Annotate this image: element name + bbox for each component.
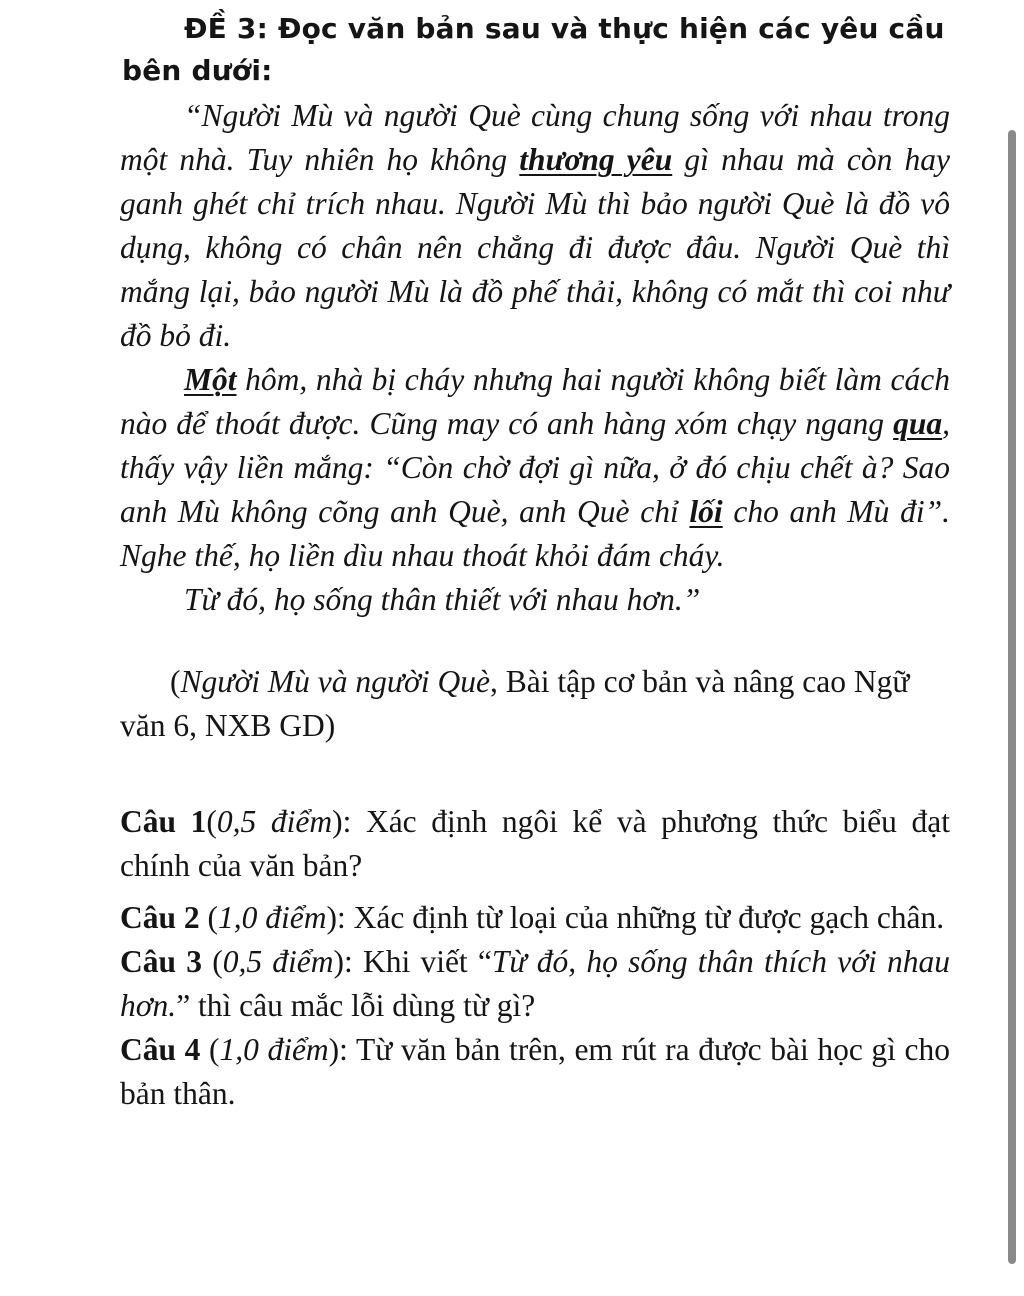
story-p2-t3: cho anh Mù đi”. Nghe thế, họ liền dìu nhau thoát khỏi đám cháy. xyxy=(120,494,950,573)
question-3-quote: Từ đó, họ sống thân thích với nhau hơn. xyxy=(120,944,950,1023)
question-3-points: 0,5 điểm xyxy=(222,944,334,979)
question-2-open: ( xyxy=(199,900,219,935)
question-3-close: ): xyxy=(333,944,353,979)
question-4-text: Từ văn bản trên, em rút ra được bài học gì cho bản thân. xyxy=(120,1032,950,1111)
question-4-points: 1,0 điểm xyxy=(219,1032,329,1067)
question-2-close: ): xyxy=(326,900,346,935)
question-4 xyxy=(120,1028,950,1116)
underlined-word-thuong-yeu: thương yêu xyxy=(519,142,673,177)
underlined-word-loi: lối xyxy=(689,494,723,529)
question-1-points: 0,5 điểm xyxy=(216,804,333,839)
story-paragraph-1 xyxy=(120,94,950,358)
story-paragraph-3: Từ đó, họ sống thân thiết với nhau hơn.” xyxy=(184,582,701,617)
underlined-word-qua: qua xyxy=(893,406,943,441)
source-rest: , Bài tập cơ bản và nâng cao Ngữ văn 6, NXB GD) xyxy=(120,664,910,743)
story-p2-t1: hôm, nhà bị cháy nhưng hai người không biết làm cách nào để thoát được. Cũng may có anh hàng xóm chạy ngang xyxy=(120,362,950,441)
question-2-text: Xác định từ loại của những từ được gạch chân. xyxy=(345,900,945,935)
source-title: Người Mù và người Què xyxy=(180,664,490,699)
heading-line-2: bên dưới: xyxy=(122,54,273,87)
question-3-text-post: ” thì câu mắc lỗi dùng từ gì? xyxy=(176,988,536,1023)
question-1-close: ): xyxy=(332,804,352,839)
question-3-label: Câu 3 xyxy=(120,944,202,979)
story-text xyxy=(120,94,950,622)
question-3-open: ( xyxy=(201,944,223,979)
vertical-scrollbar[interactable] xyxy=(1008,130,1016,1264)
question-2-points: 1,0 điểm xyxy=(218,900,327,935)
question-list xyxy=(120,800,950,1116)
source-open: ( xyxy=(170,664,181,699)
source-citation xyxy=(120,660,950,748)
question-3 xyxy=(120,940,950,1028)
question-1-label: Câu 1 xyxy=(120,804,207,839)
question-1-open: ( xyxy=(206,804,217,839)
question-4-open: ( xyxy=(200,1032,220,1067)
question-4-close: ): xyxy=(328,1032,348,1067)
exam-heading xyxy=(122,8,952,92)
story-paragraph-2 xyxy=(120,358,950,578)
question-3-text-pre: Khi viết “ xyxy=(352,944,492,979)
question-1-text: Xác định ngôi kể và phương thức biểu đạt chính của văn bản? xyxy=(120,804,950,883)
story-p2-t2: , thấy vậy liền mắng: “Còn chờ đợi gì nữa, ở đó chịu chết à? Sao anh Mù không cõng anh Què, anh Què chỉ xyxy=(120,406,950,529)
story-p1-post: gì nhau mà còn hay ganh ghét chỉ trích nhau. Người Mù thì bảo người Què là đồ vô dụng, không có chân nên chẳng đi được đâu. Người Què thì mắng lại, bảo người Mù là đồ phế thải, không có mắt thì coi như đồ bỏ đi. xyxy=(120,142,950,353)
question-1 xyxy=(120,800,950,888)
question-2-label: Câu 2 xyxy=(120,900,200,935)
heading-line-1: ĐỀ 3: Đọc văn bản sau và thực hiện các yêu cầu xyxy=(184,12,945,45)
story-p1-pre: “Người Mù và người Què cùng chung sống với nhau trong một nhà. Tuy nhiên họ không xyxy=(120,98,950,177)
question-4-label: Câu 4 xyxy=(120,1032,201,1067)
underlined-word-mot: Một xyxy=(184,362,237,397)
question-2 xyxy=(120,896,950,940)
